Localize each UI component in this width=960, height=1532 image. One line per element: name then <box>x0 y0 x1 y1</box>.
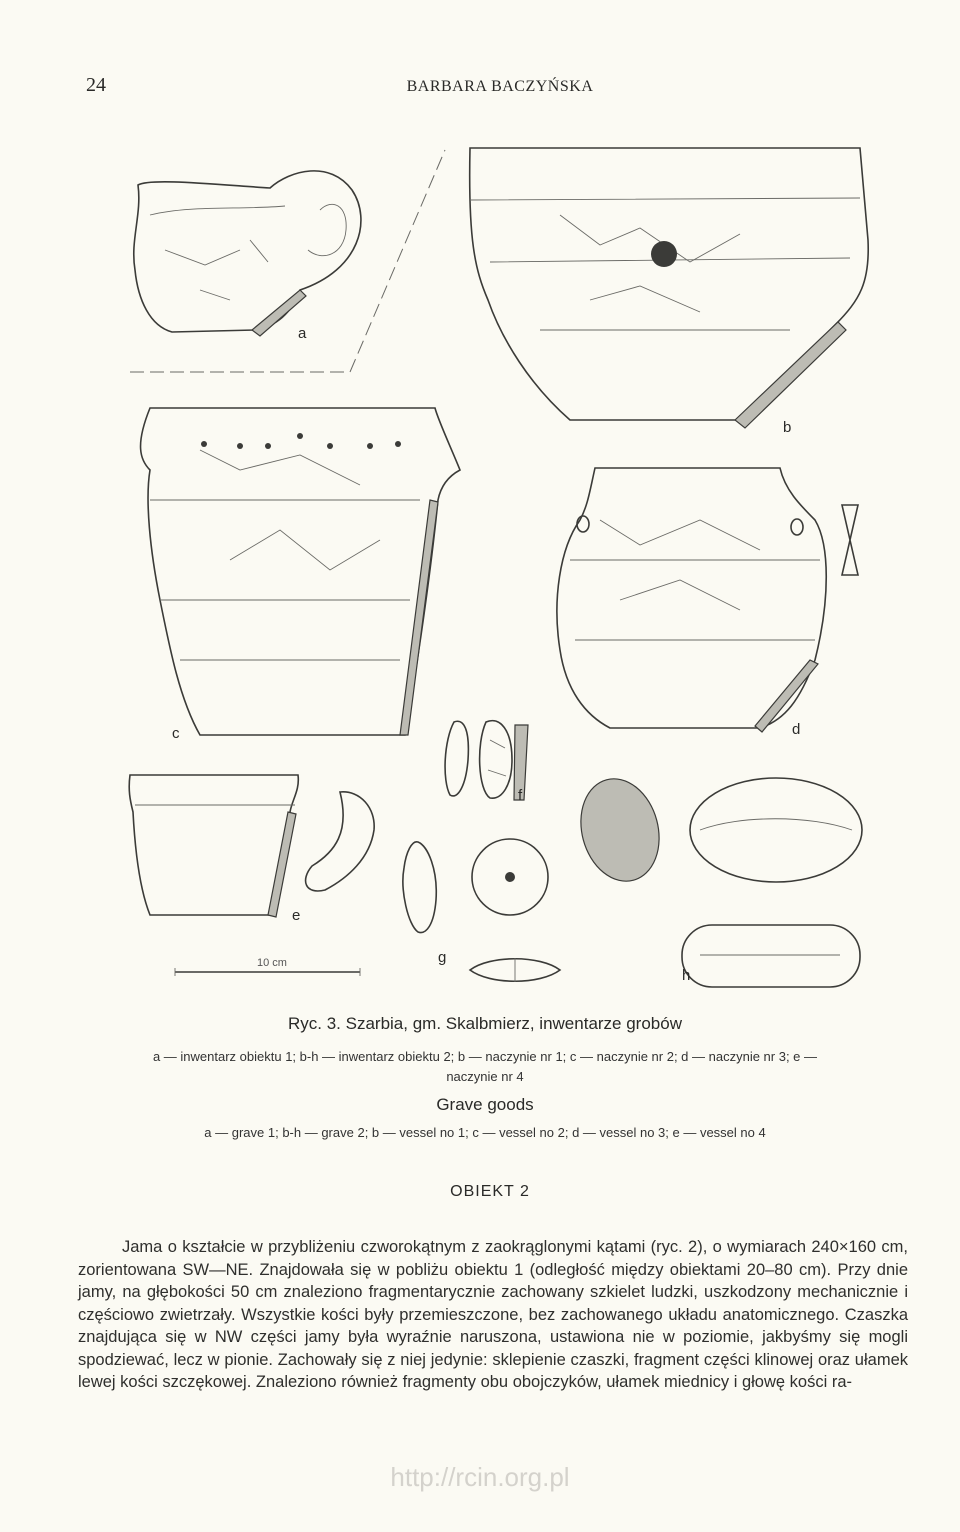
vessel-a-drawing <box>134 171 361 342</box>
figure-divider <box>130 150 445 372</box>
scale-bar-label: 10 cm <box>257 957 287 969</box>
figure-caption-polish-line: a — inwentarz obiektu 1; b-h — inwentarz obiektu 2; b — naczynie nr 1; c — naczynie nr 2; d — naczynie nr 3; e — <box>152 1049 818 1064</box>
scale-bar <box>175 957 360 976</box>
watermark: http://rcin.org.pl <box>390 1462 570 1492</box>
vessel-b-drawing <box>470 148 869 436</box>
item-f-label: f <box>518 787 523 804</box>
vessel-e-label: e <box>292 907 301 924</box>
vessel-d-label: d <box>792 721 801 738</box>
page-number: 24 <box>86 74 106 96</box>
item-g-drawing <box>403 839 560 982</box>
vessel-c-drawing <box>141 408 460 742</box>
figure-caption-title: Ryc. 3. Szarbia, gm. Skalbmierz, inwentarze grobów <box>288 1014 682 1033</box>
item-g-label: g <box>438 949 447 966</box>
running-head: BARBARA BACZYŃSKA <box>406 78 594 95</box>
figure-caption-polish-line: naczynie nr 4 <box>446 1069 524 1084</box>
figure-caption-english-title: Grave goods <box>436 1095 534 1114</box>
vessel-e-drawing <box>129 775 374 924</box>
item-f-drawing <box>445 721 528 804</box>
figure-caption-polish <box>80 1047 890 1087</box>
section-heading: OBIEKT 2 <box>450 1183 530 1200</box>
vessel-b-label: b <box>783 419 792 436</box>
item-h-label: h <box>682 967 691 984</box>
item-h-drawing <box>570 770 862 987</box>
figure-caption-english: a — grave 1; b-h — grave 2; b — vessel no 1; c — vessel no 2; d — vessel no 3; e — vessel no 4 <box>204 1125 766 1140</box>
vessel-a-label: a <box>298 325 307 342</box>
vessel-c-label: c <box>172 725 180 742</box>
vessel-d-drawing <box>557 468 858 738</box>
figure-plate <box>0 120 960 1000</box>
body-paragraph: Jama o kształcie w przybliżeniu czworokątnym z zaokrąglonymi kątami (ryc. 2), o wymiarach 240×160 cm, zorientowana SW—NE. Znajdowała się w pobliżu obiektu 1 (odległość między obiektami 20–80 cm). Przy dnie jamy, na głębokości 50 cm znaleziono fragmentarycznie zachowany szkielet ludzki, uszkodzony mechanicznie i częściowo zwietrzały. Wszystkie kości były przemieszczone, bez zachowanego układu anatomicznego. Czaszka znajdująca się w NW części jamy była wyraźnie naruszona, ustawiona nie w poziomie, jakbyśmy się mogli spodziewać, lecz w pionie. Zachowały się z niej jedynie: sklepienie czaszki, fragment części klinowej oraz ułamek lewej kości szczękowej. Znaleziono również fragmenty obu obojczyków, ułamek miednicy i głowę kości ra- <box>78 1238 908 1391</box>
